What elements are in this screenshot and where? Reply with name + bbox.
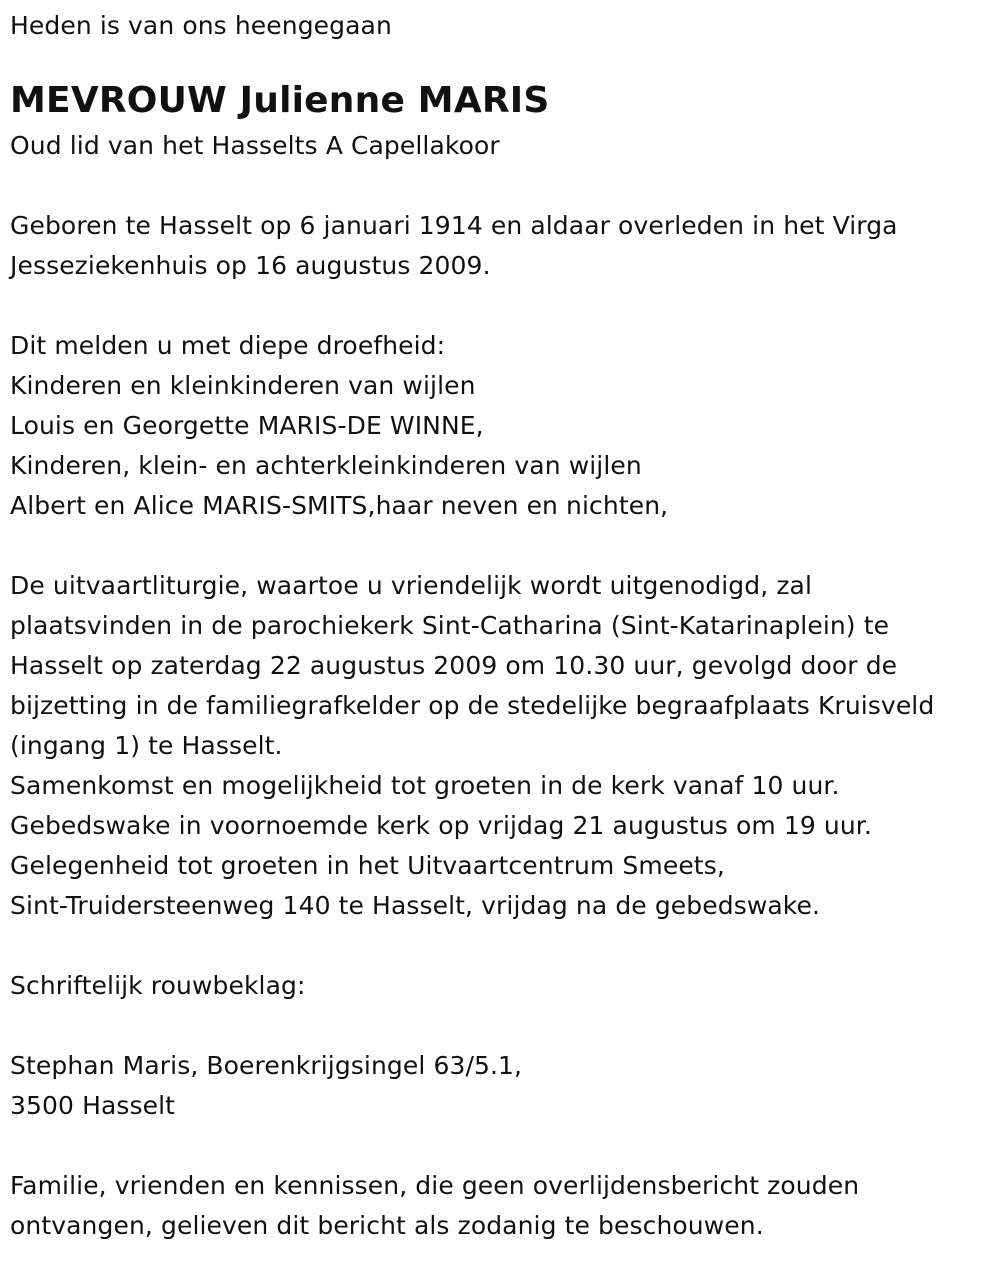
spacer — [10, 526, 990, 566]
intro-text: Heden is van ons heengegaan — [10, 11, 392, 40]
family-line: Louis en Georgette MARIS-DE WINNE, — [10, 411, 484, 440]
funeral-line: Sint-Truidersteenweg 140 te Hasselt, vrijdag na de gebedswake. — [10, 891, 820, 920]
funeral-line: Gelegenheid tot groeten in het Uitvaartcentrum Smeets, — [10, 851, 725, 880]
funeral-line: bijzetting in de familiegrafkelder op de stedelijke begraafplaats Kruisveld — [10, 691, 935, 720]
condolence-label: Schriftelijk rouwbeklag: — [10, 971, 306, 1000]
spacer — [10, 926, 990, 966]
spacer — [10, 286, 990, 326]
spacer — [10, 46, 990, 76]
family-line: Albert en Alice MARIS-SMITS,haar neven en nichten, — [10, 491, 669, 520]
deceased-name: MEVROUW Julienne MARIS — [10, 80, 550, 121]
funeral-line: De uitvaartliturgie, waartoe u vriendelijk wordt uitgenodigd, zal — [10, 571, 813, 600]
spacer — [10, 1126, 990, 1166]
spacer — [10, 166, 990, 206]
birth-line: Jesseziekenhuis op 16 augustus 2009. — [10, 251, 491, 280]
funeral-line: plaatsvinden in de parochiekerk Sint-Catharina (Sint-Katarinaplein) te — [10, 611, 890, 640]
closing-line: ontvangen, gelieven dit bericht als zodanig te beschouwen. — [10, 1211, 764, 1240]
obituary-notice — [10, 6, 990, 1246]
subtitle-text: Oud lid van het Hasselts A Capellakoor — [10, 131, 500, 160]
birth-line: Geboren te Hasselt op 6 januari 1914 en aldaar overleden in het Virga — [10, 211, 898, 240]
closing-line: Familie, vrienden en kennissen, die geen overlijdensbericht zouden — [10, 1171, 860, 1200]
funeral-line: (ingang 1) te Hasselt. — [10, 731, 283, 760]
address-line: 3500 Hasselt — [10, 1091, 176, 1120]
family-line: Dit melden u met diepe droefheid: — [10, 331, 446, 360]
funeral-line: Samenkomst en mogelijkheid tot groeten in de kerk vanaf 10 uur. — [10, 771, 840, 800]
address-line: Stephan Maris, Boerenkrijgsingel 63/5.1, — [10, 1051, 523, 1080]
family-line: Kinderen, klein- en achterkleinkinderen van wijlen — [10, 451, 642, 480]
spacer — [10, 1006, 990, 1046]
funeral-line: Hasselt op zaterdag 22 augustus 2009 om 10.30 uur, gevolgd door de — [10, 651, 898, 680]
funeral-line: Gebedswake in voornoemde kerk op vrijdag 21 augustus om 19 uur. — [10, 811, 872, 840]
family-line: Kinderen en kleinkinderen van wijlen — [10, 371, 476, 400]
